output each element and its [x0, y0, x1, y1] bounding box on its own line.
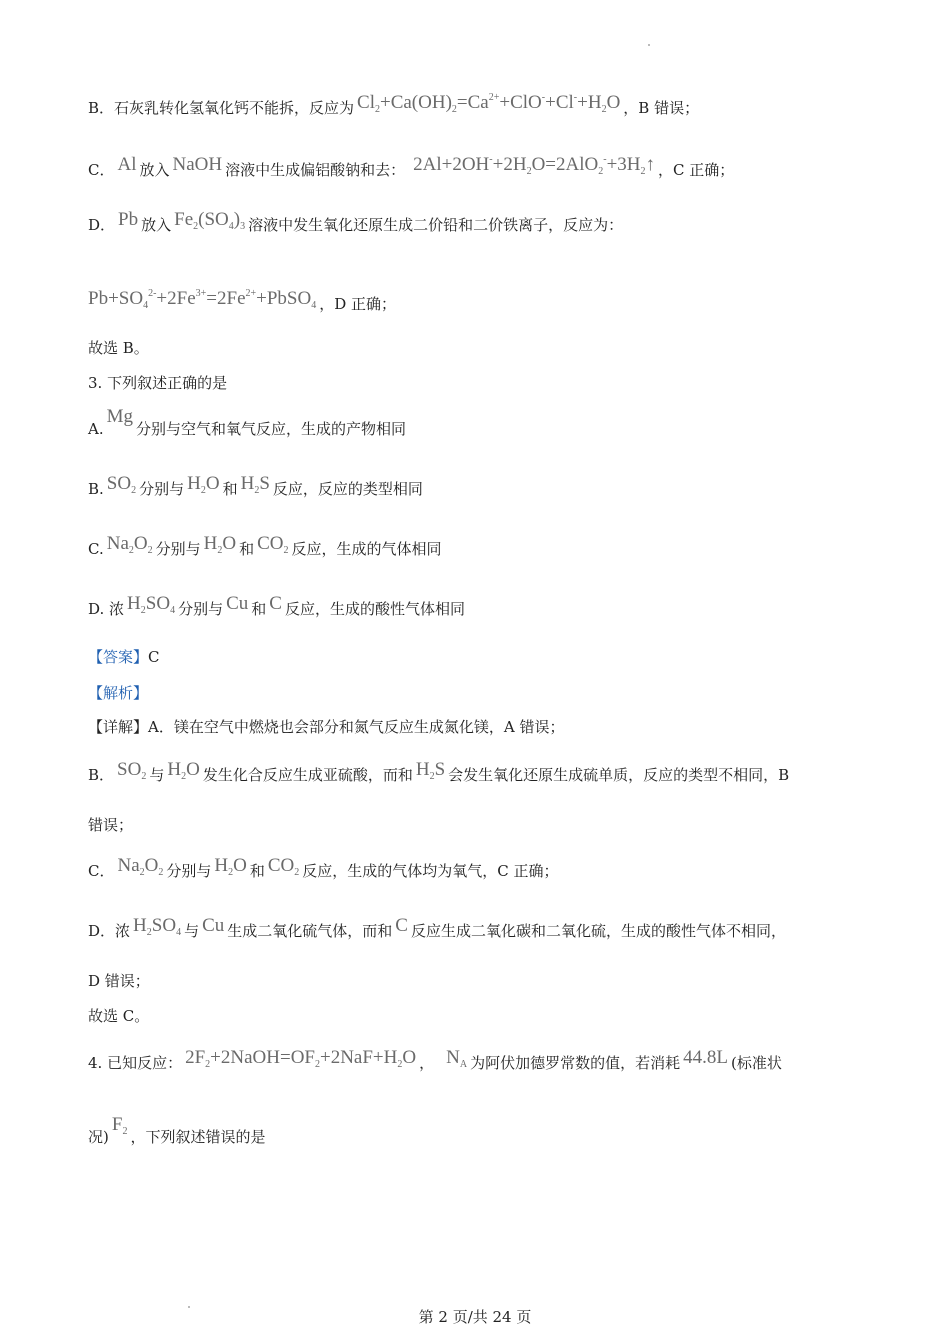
analysis-tag: 【解析】	[88, 684, 149, 702]
answer-value: C	[148, 648, 160, 666]
text: 与	[149, 766, 165, 784]
text: 溶液中生成偏铝酸钠和去：	[225, 161, 406, 179]
option-b-prev-line	[88, 92, 880, 126]
text: (标准状	[730, 1054, 782, 1072]
option-c-prev-line	[88, 154, 880, 188]
scan-dot	[648, 44, 650, 46]
formula: $SO_2$	[117, 759, 147, 782]
answer-tag: 【答案】	[88, 648, 149, 666]
formula: NaOH	[172, 154, 223, 175]
equation: $2Al+2OH^-+2H_2O=2AlO_2^-+3H_2↑$	[413, 154, 656, 177]
formula: $H_2O$	[167, 759, 200, 782]
text: B．石灰乳转化氢氧化钙不能拆，反应为	[88, 99, 355, 117]
formula: $H_2S$	[415, 759, 446, 782]
question-3-option-c	[88, 533, 880, 567]
text: 反应，生成的气体相同	[291, 540, 442, 558]
detail-a-line	[88, 716, 880, 738]
question-3-option-b	[88, 473, 880, 507]
text: 和	[239, 540, 255, 558]
page-footer: 第 2 页/共 24 页	[418, 1308, 532, 1326]
text: C．	[88, 161, 115, 179]
text: 况)	[88, 1128, 109, 1146]
detail-tag: 【详解】	[88, 718, 149, 736]
formula: Mg	[106, 406, 134, 427]
text: 为阿伏加德罗常数的值，若消耗	[470, 1054, 681, 1072]
conclusion-line-2: 故选 C。	[88, 1007, 150, 1025]
text: 分别与空气和氧气反应，生成的产物相同	[136, 420, 407, 438]
text: 和	[251, 600, 267, 618]
text: 反应，生成的酸性气体相同	[284, 600, 465, 618]
text: D．浓	[88, 922, 131, 940]
formula: Cu	[202, 915, 225, 936]
question-3-stem: 3. 下列叙述正确的是	[88, 374, 228, 392]
detail-d-line	[88, 915, 880, 949]
text: ，	[419, 1054, 435, 1072]
text: ，下列叙述错误的是	[130, 1128, 266, 1146]
text: A.	[88, 420, 104, 438]
equation: $2F_2+2NaOH=OF_2+2NaF+H_2O$	[185, 1047, 417, 1070]
formula: $Na_2O_2$	[117, 855, 164, 878]
text: 会发生氧化还原生成硫单质，反应的类型不相同，B	[448, 766, 790, 784]
text: 发生化合反应生成亚硫酸，而和	[202, 766, 413, 784]
detail-b-line-2: 错误；	[88, 816, 134, 834]
text: ，B 错误；	[623, 99, 700, 117]
detail-b-line	[88, 759, 880, 793]
option-d-prev-line	[88, 209, 880, 243]
text: 4. 已知反应：	[88, 1054, 183, 1072]
text: 反应生成二氧化碳和二氧化硫，生成的酸性气体不相同，	[410, 922, 786, 940]
text: D．	[88, 216, 116, 234]
formula: Pb	[118, 209, 139, 230]
text: 与	[184, 922, 200, 940]
text: B．	[88, 766, 115, 784]
formula: $H_2SO_4$	[127, 593, 176, 616]
formula: $H_2O$	[187, 473, 220, 496]
answer-line	[88, 646, 880, 668]
formula: Cu	[226, 593, 249, 614]
formula: $CO_2$	[267, 855, 300, 878]
text: B.	[88, 480, 104, 498]
text: C．	[88, 862, 115, 880]
text: D. 浓	[88, 600, 125, 618]
text: 分别与	[155, 540, 201, 558]
text: ，D 正确；	[319, 295, 397, 313]
formula: Al	[117, 154, 137, 175]
formula: $F_2$	[111, 1114, 128, 1137]
detail-d-line-2: D 错误；	[88, 972, 150, 990]
text: C.	[88, 540, 104, 558]
text: 放入	[139, 161, 170, 179]
question-4-stem	[88, 1047, 880, 1081]
formula: $H_2O$	[203, 533, 237, 556]
formula: $CO_2$	[257, 533, 289, 556]
text: 生成二氧化硫气体，而和	[227, 922, 393, 940]
option-d-prev-equation-line	[88, 288, 880, 322]
formula: 44.8L	[683, 1047, 728, 1068]
question-3-option-a	[88, 406, 880, 440]
text: 反应，生成的气体均为氧气，C 正确；	[302, 862, 559, 880]
text: 和	[222, 480, 238, 498]
question-3-option-d	[88, 593, 880, 627]
text: 和	[249, 862, 265, 880]
text: 放入	[141, 216, 172, 234]
text: 溶液中发生氧化还原生成二价铅和二价铁离子，反应为：	[248, 216, 624, 234]
detail-c-line	[88, 855, 880, 889]
formula: $N_A$	[446, 1047, 468, 1070]
text: A．镁在空气中燃烧也会部分和氮气反应生成氮化镁，A 错误；	[148, 718, 565, 736]
text: 分别与	[139, 480, 185, 498]
text: 分别与	[166, 862, 212, 880]
conclusion-line: 故选 B。	[88, 339, 149, 357]
equation: $Pb+SO_4^{2-}+2Fe^{3+}=2Fe^{2+}+PbSO_4$	[88, 288, 317, 311]
formula: C	[269, 593, 282, 614]
text: 分别与	[178, 600, 224, 618]
question-4-stem-2	[88, 1114, 880, 1155]
text: ，C 正确；	[658, 161, 735, 179]
formula: C	[395, 915, 408, 936]
formula: $H_2SO_4$	[133, 915, 182, 938]
formula: $Na_2O_2$	[106, 533, 153, 556]
text: 反应，反应的类型相同	[272, 480, 423, 498]
formula: $Fe_2(SO_4)_3$	[174, 209, 246, 232]
formula: $H_2S$	[240, 473, 270, 496]
formula: $SO_2$	[106, 473, 137, 496]
formula: $H_2O$	[214, 855, 247, 878]
equation: $Cl_2+Ca(OH)_2=Ca^{2+}+ClO^-+Cl^-+H_2O$	[357, 92, 621, 115]
